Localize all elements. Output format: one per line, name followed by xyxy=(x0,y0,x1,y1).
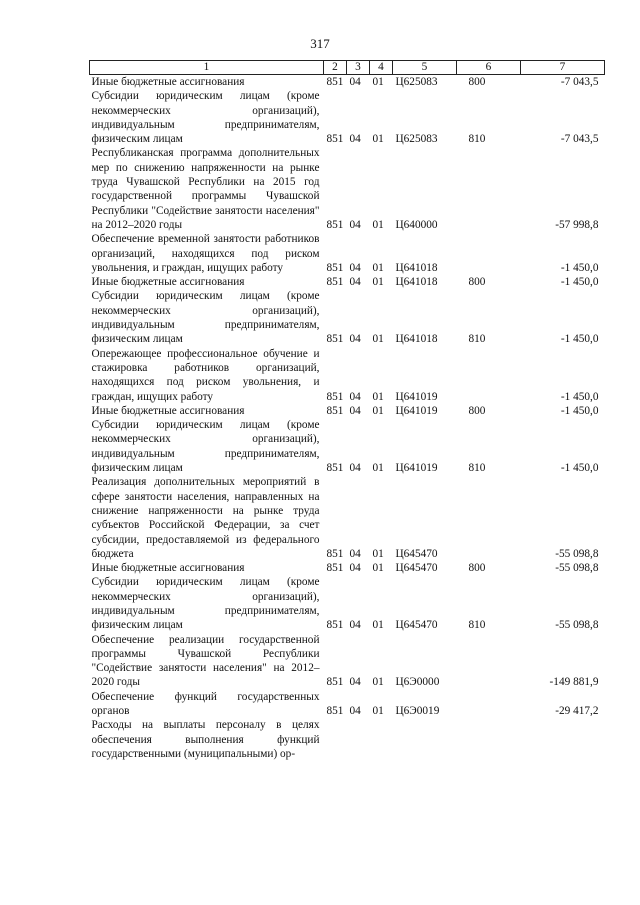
row-target-code xyxy=(393,718,457,761)
row-expense-type xyxy=(457,475,521,561)
row-ministry-code: 851 xyxy=(326,276,344,289)
row-subsection-code: 01 xyxy=(372,276,384,289)
row-amount: -1 450,0 xyxy=(560,390,599,403)
row-section-code: 04 xyxy=(349,218,361,231)
row-target-code: Ц641019 xyxy=(395,404,438,417)
row-name: Субсидии юридическим лицам (кроме некоммерческих организаций), индивидуальным предпринимателям, физическим лицам xyxy=(91,90,320,146)
row-amount: -1 450,0 xyxy=(560,462,599,475)
table-row xyxy=(90,275,605,289)
row-ministry-code: 851 xyxy=(326,676,344,689)
row-section-code: 04 xyxy=(349,562,361,575)
row-section-code: 04 xyxy=(349,676,361,689)
row-section-code: 04 xyxy=(349,619,361,632)
row-target-code: Ц645470 xyxy=(395,619,438,632)
row-ministry-code: 851 xyxy=(326,547,344,560)
row-amount: -55 098,8 xyxy=(555,619,599,632)
row-expense-type xyxy=(457,232,521,275)
row-target-code: Ц641018 xyxy=(395,333,438,346)
table-row xyxy=(90,633,605,690)
row-subsection-code: 01 xyxy=(372,76,384,88)
row-amount: -1 450,0 xyxy=(560,333,599,346)
row-name: Иные бюджетные ассигнования xyxy=(91,562,245,575)
table-header xyxy=(90,61,605,75)
header-col-2: 2 xyxy=(324,61,347,75)
row-subsection-code: 01 xyxy=(372,462,384,475)
row-section-code: 04 xyxy=(349,276,361,289)
row-subsection-code: 01 xyxy=(372,619,384,632)
row-name: Опережающее профессиональное обучение и стажировка работников организаций, находящихся под риском увольнения, и граждан, ищущих работу xyxy=(91,347,320,403)
row-target-code: Ц645470 xyxy=(395,547,438,560)
row-ministry-code: 851 xyxy=(326,462,344,475)
table-row xyxy=(90,718,605,761)
header-col-6: 6 xyxy=(457,61,521,75)
row-ministry-code: 851 xyxy=(326,390,344,403)
table-body xyxy=(90,75,605,762)
row-amount: -7 043,5 xyxy=(560,76,599,88)
row-section-code: 04 xyxy=(349,133,361,146)
row-ministry-code: 851 xyxy=(326,562,344,575)
row-amount: -55 098,8 xyxy=(555,562,599,575)
table-row xyxy=(90,561,605,575)
row-subsection-code: 01 xyxy=(372,261,384,274)
row-amount: -1 450,0 xyxy=(560,261,599,274)
row-expense-type xyxy=(457,690,521,719)
row-amount: -1 450,0 xyxy=(560,276,599,289)
row-target-code: Ц641019 xyxy=(395,390,438,403)
row-section-code: 04 xyxy=(349,76,361,88)
row-subsection-code: 01 xyxy=(372,133,384,146)
row-expense-type: 800 xyxy=(468,404,486,417)
row-name: Иные бюджетные ассигнования xyxy=(91,76,245,88)
row-expense-type: 800 xyxy=(468,276,486,289)
row-target-code: Ц625083 xyxy=(395,76,438,88)
row-name: Республиканская программа дополнительных мер по снижению напряженности на рынке труда Чувашской Республики на 2015 год государственной программы Чувашской Республики "Содействие занятости населения" на 2012–2020 годы xyxy=(91,147,320,231)
row-amount: -1 450,0 xyxy=(560,404,599,417)
row-section-code: 04 xyxy=(349,705,361,718)
row-name: Субсидии юридическим лицам (кроме некоммерческих организаций), индивидуальным предпринимателям, физическим лицам xyxy=(91,290,320,346)
row-section-code: 04 xyxy=(349,333,361,346)
row-subsection-code: 01 xyxy=(372,705,384,718)
row-subsection-code: 01 xyxy=(372,218,384,231)
header-col-3: 3 xyxy=(347,61,370,75)
row-amount: -55 098,8 xyxy=(555,547,599,560)
row-amount: -57 998,8 xyxy=(555,218,599,231)
row-amount: -7 043,5 xyxy=(560,133,599,146)
row-subsection-code: 01 xyxy=(372,390,384,403)
table-row xyxy=(90,75,605,90)
row-expense-type xyxy=(457,347,521,404)
row-expense-type: 810 xyxy=(468,619,486,632)
row-expense-type xyxy=(457,633,521,690)
row-name: Иные бюджетные ассигнования xyxy=(91,404,245,417)
row-ministry-code: 851 xyxy=(326,333,344,346)
row-target-code: Ц6Э0000 xyxy=(395,676,440,689)
row-section-code: 04 xyxy=(349,261,361,274)
table-row xyxy=(90,289,605,346)
row-amount xyxy=(521,718,605,761)
table-row xyxy=(90,575,605,632)
table-row xyxy=(90,418,605,475)
row-name: Обеспечение временной занятости работников организаций, находящихся под риском увольнения, и граждан, ищущих работу xyxy=(91,233,320,274)
row-expense-type: 810 xyxy=(468,333,486,346)
row-expense-type xyxy=(457,718,521,761)
table-row xyxy=(90,475,605,561)
row-ministry-code: 851 xyxy=(326,76,344,88)
row-amount: -29 417,2 xyxy=(555,705,599,718)
table-row xyxy=(90,146,605,232)
row-name: Обеспечение реализации государственной программы Чувашской Республики "Содействие занятости населения" на 2012–2020 годы xyxy=(91,633,320,689)
row-target-code: Ц640000 xyxy=(395,218,438,231)
row-name: Расходы на выплаты персоналу в целях обеспечения выполнения функций государственными (муниципальными) ор- xyxy=(91,719,320,760)
row-target-code: Ц641019 xyxy=(395,462,438,475)
row-section-code: 04 xyxy=(349,404,361,417)
row-ministry-code: 851 xyxy=(326,218,344,231)
page-number: 317 xyxy=(310,36,330,51)
row-expense-type xyxy=(457,146,521,232)
row-ministry-code: 851 xyxy=(326,705,344,718)
header-col-4: 4 xyxy=(370,61,393,75)
row-name: Субсидии юридическим лицам (кроме некоммерческих организаций), индивидуальным предпринимателям, физическим лицам xyxy=(91,419,320,475)
row-name: Иные бюджетные ассигнования xyxy=(91,276,245,289)
row-subsection-code xyxy=(370,718,393,761)
header-row xyxy=(90,61,605,75)
row-target-code: Ц641018 xyxy=(395,261,438,274)
row-target-code: Ц641018 xyxy=(395,276,438,289)
table-row xyxy=(90,404,605,418)
budget-table xyxy=(89,60,605,761)
row-target-code: Ц6Э0019 xyxy=(395,705,440,718)
row-subsection-code: 01 xyxy=(372,562,384,575)
row-ministry-code: 851 xyxy=(326,133,344,146)
table-row xyxy=(90,347,605,404)
table-row xyxy=(90,690,605,719)
table-row xyxy=(90,232,605,275)
row-subsection-code: 01 xyxy=(372,333,384,346)
row-section-code: 04 xyxy=(349,547,361,560)
table-row xyxy=(90,89,605,146)
row-subsection-code: 01 xyxy=(372,404,384,417)
row-name: Субсидии юридическим лицам (кроме некоммерческих организаций), индивидуальным предпринимателям, физическим лицам xyxy=(91,576,320,632)
row-ministry-code xyxy=(324,718,347,761)
header-col-5: 5 xyxy=(393,61,457,75)
header-col-1: 1 xyxy=(90,61,324,75)
row-expense-type: 800 xyxy=(468,76,486,88)
row-section-code: 04 xyxy=(349,390,361,403)
row-name: Обеспечение функций государственных органов xyxy=(91,690,320,718)
row-name: Реализация дополнительных мероприятий в сфере занятости населения, направленных на снижение напряженности на рынке труда субъектов Российской Федерации, за счет субсидии, предоставляемой из федерального бюджета xyxy=(91,476,320,560)
row-expense-type: 810 xyxy=(468,462,486,475)
header-col-7: 7 xyxy=(521,61,605,75)
row-amount: -149 881,9 xyxy=(549,676,599,689)
row-expense-type: 810 xyxy=(468,133,486,146)
row-ministry-code: 851 xyxy=(326,619,344,632)
row-ministry-code: 851 xyxy=(326,261,344,274)
row-section-code xyxy=(347,718,370,761)
row-ministry-code: 851 xyxy=(326,404,344,417)
row-section-code: 04 xyxy=(349,462,361,475)
row-target-code: Ц645470 xyxy=(395,562,438,575)
row-expense-type: 800 xyxy=(468,562,486,575)
row-subsection-code: 01 xyxy=(372,676,384,689)
row-subsection-code: 01 xyxy=(372,547,384,560)
row-target-code: Ц625083 xyxy=(395,133,438,146)
